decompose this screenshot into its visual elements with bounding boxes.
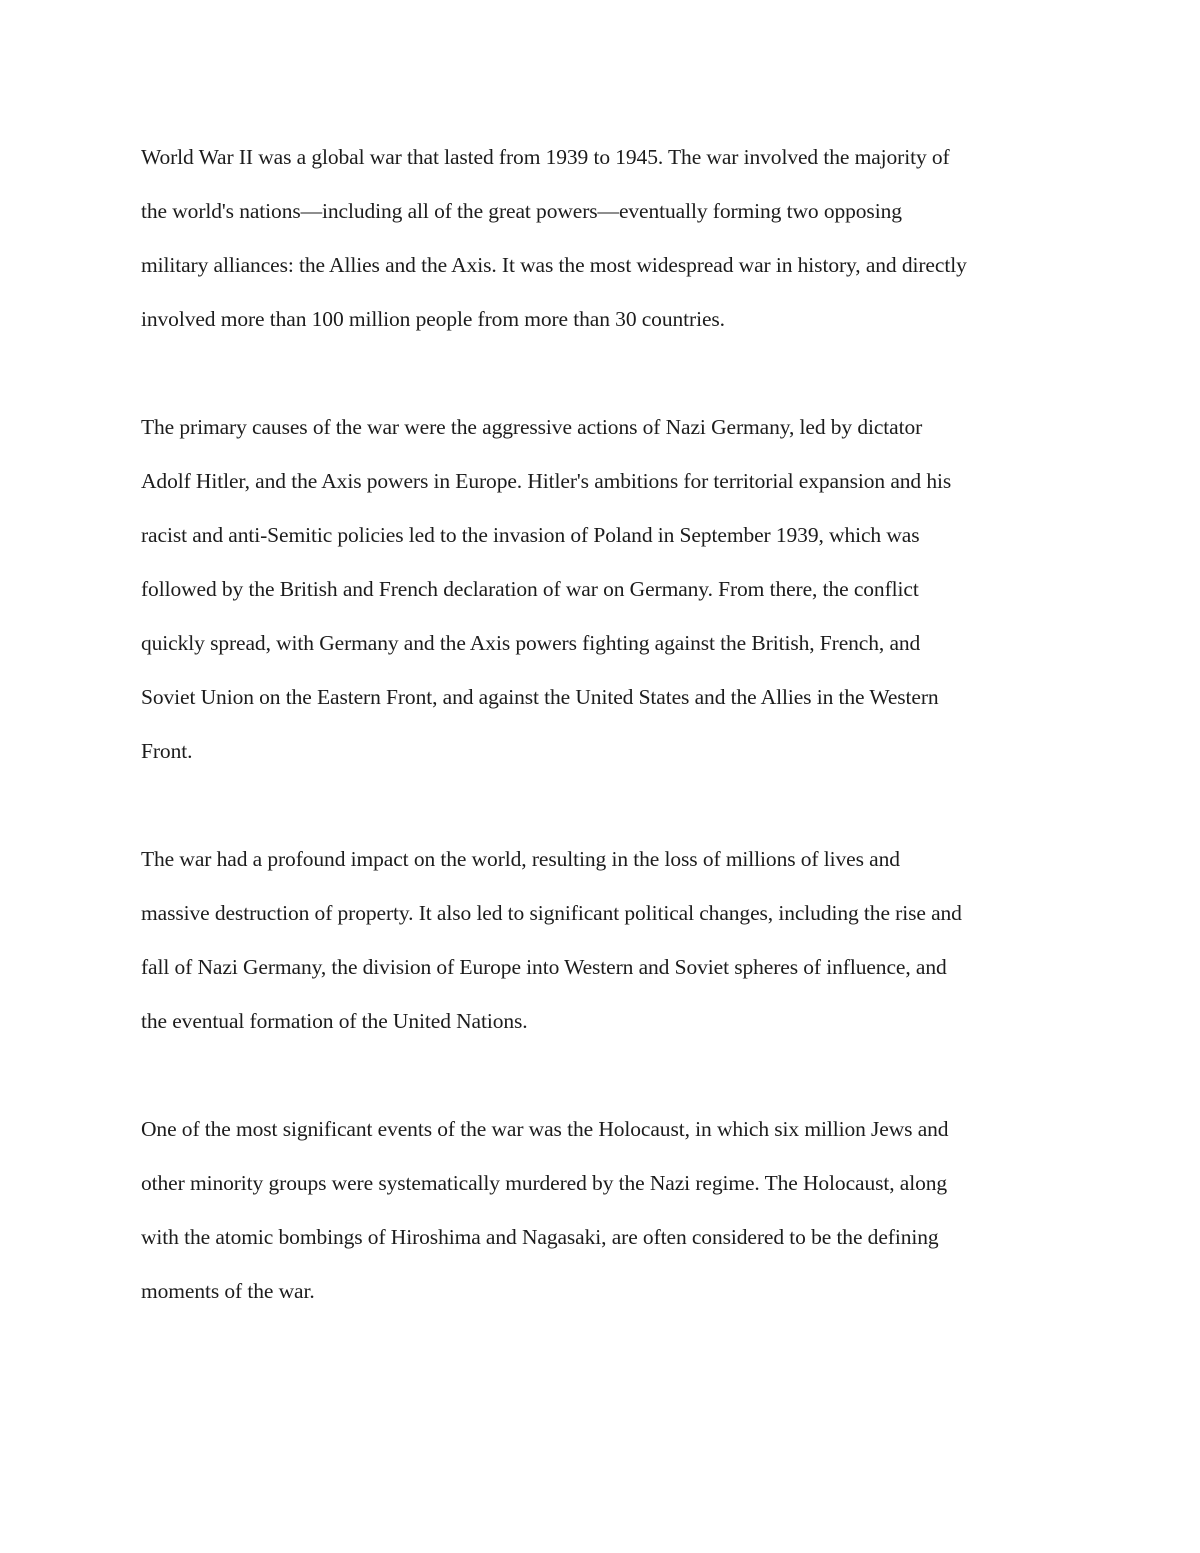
text-line: with the atomic bombings of Hiroshima and Nagasaki, are often considered to be the defining <box>141 1225 939 1249</box>
text-line: fall of Nazi Germany, the division of Europe into Western and Soviet spheres of influence, and <box>141 955 947 979</box>
text-line: racist and anti-Semitic policies led to the invasion of Poland in September 1939, which was <box>141 523 920 547</box>
text-line: moments of the war. <box>141 1279 315 1303</box>
paragraph-1 <box>141 130 1101 346</box>
paragraph-4 <box>141 1102 1101 1318</box>
text-line: followed by the British and French declaration of war on Germany. From there, the conflict <box>141 577 919 601</box>
text-line: involved more than 100 million people from more than 30 countries. <box>141 307 725 331</box>
text-line: military alliances: the Allies and the Axis. It was the most widespread war in history, and directly <box>141 253 967 277</box>
text-line: other minority groups were systematically murdered by the Nazi regime. The Holocaust, along <box>141 1171 948 1195</box>
paragraph-2 <box>141 400 1101 778</box>
text-line: the world's nations—including all of the great powers—eventually forming two opposing <box>141 199 902 223</box>
paragraph-3 <box>141 832 1101 1048</box>
text-line: Soviet Union on the Eastern Front, and against the United States and the Allies in the Western <box>141 685 939 709</box>
document-body <box>141 130 1101 1372</box>
text-line: One of the most significant events of the war was the Holocaust, in which six million Jews and <box>141 1117 949 1141</box>
text-line: The war had a profound impact on the world, resulting in the loss of millions of lives and <box>141 847 900 871</box>
text-line: the eventual formation of the United Nations. <box>141 1009 528 1033</box>
text-line: Front. <box>141 739 193 763</box>
text-line: Adolf Hitler, and the Axis powers in Europe. Hitler's ambitions for territorial expansion and his <box>141 469 952 493</box>
text-line: The primary causes of the war were the aggressive actions of Nazi Germany, led by dictator <box>141 415 923 439</box>
text-line: quickly spread, with Germany and the Axis powers fighting against the British, French, and <box>141 631 921 655</box>
text-line: massive destruction of property. It also led to significant political changes, including the rise and <box>141 901 962 925</box>
text-line: World War II was a global war that lasted from 1939 to 1945. The war involved the majority of <box>141 145 950 169</box>
